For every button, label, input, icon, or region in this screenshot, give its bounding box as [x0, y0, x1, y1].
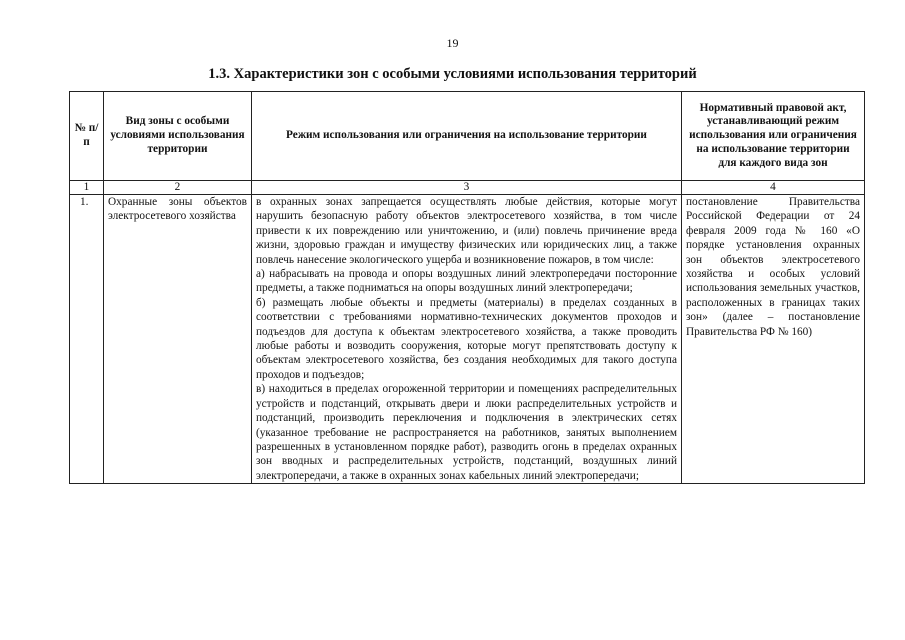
section-title: 1.3. Характеристики зон с особыми условиями использования территорий	[208, 66, 697, 82]
table-header-row	[70, 92, 865, 181]
legal-act-cell	[682, 195, 865, 484]
header-regime: Режим использования или ограничения на использование территории	[252, 92, 682, 181]
regime-intro: в охранных зонах запрещается осуществлять любые действия, которые могут нарушить безопасную работу объектов электросетевого хозяйства, в том числе привести к их повреждению или уничтожению, и (или) повлечь причинение вреда жизни, здоровью граждан и имуществу физических или юридических лиц, а также повлечь нанесение экологического ущерба и возникновение пожаров, в том числе:	[256, 196, 677, 266]
header-legal-act: Нормативный правовой акт, устанавливающий режим использования или ограничения на использование территории для каждого вида зон	[682, 92, 865, 181]
regime-item-c: в) находиться в пределах огороженной территории и помещениях распределительных устройств и подстанций, открывать двери и люки распределительных устройств и подстанций, производить переключения и подключения в электрических сетях (указанное требование не распространяется на работников, занятых выполнением разрешенных в установленном порядке работ), разводить огонь в пределах охранных зон вводных и распределительных устройств, подстанций, воздушных линий электропередачи, а также в охранных зонах кабельных линий электропередачи;	[256, 383, 677, 482]
regime-item-b: б) размещать любые объекты и предметы (материалы) в пределах созданных в соответствии с требованиями нормативно-технических документов проходов и подъездов для доступа к объектам электросетевого хозяйства, а также проводить любые работы и возводить сооружения, которые могут препятствовать доступу к объектам электросетевого хозяйства, без создания необходимых для такого доступа проходов и подъездов;	[256, 296, 677, 381]
regime-item-a: а) набрасывать на провода и опоры воздушных линий электропередачи посторонние предметы, а также подниматься на опоры воздушных линий электропередачи;	[256, 268, 677, 295]
legal-act-text: постановление Правительства Российской Федерации от 24 февраля 2009 года № 160 «О порядке установления охранных зон объектов электросетевого хозяйства и особых условий использования земельных участков, расположенных в границах таких зон» (далее – постановление Правительства РФ № 160)	[686, 196, 860, 338]
zone-type-cell	[104, 195, 252, 484]
header-number: № п/п	[70, 92, 104, 181]
zones-table	[69, 91, 865, 484]
column-number: 2	[104, 181, 252, 195]
column-number: 3	[252, 181, 682, 195]
column-number: 1	[70, 181, 104, 195]
regime-cell	[252, 195, 682, 484]
column-number: 4	[682, 181, 865, 195]
header-zone-type: Вид зоны с особыми условиями использования территории	[104, 92, 252, 181]
page-number: 19	[446, 36, 459, 50]
column-number-row	[70, 181, 865, 195]
row-number: 1.	[70, 195, 104, 484]
table-row	[70, 195, 865, 484]
zone-type-text: Охранные зоны объектов электросетевого хозяйства	[108, 196, 247, 223]
